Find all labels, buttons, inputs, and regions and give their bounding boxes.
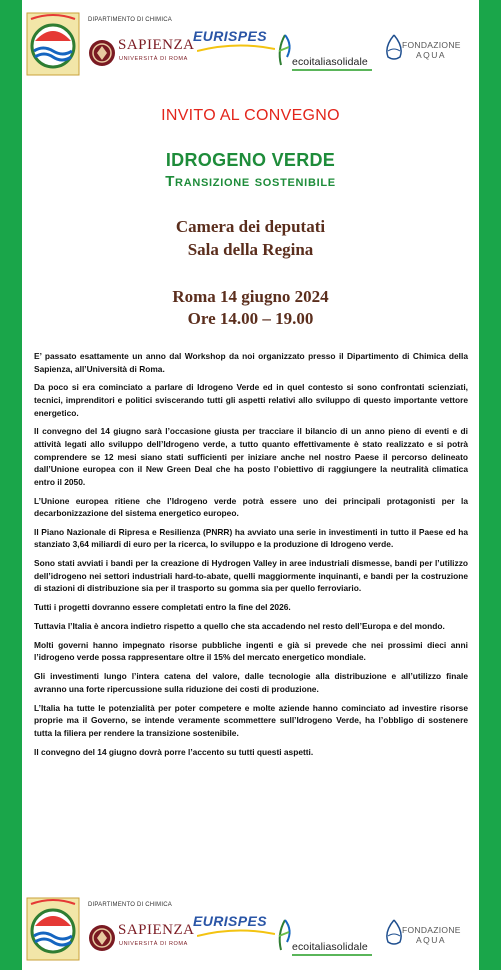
paragraph: Tuttavia l’Italia è ancora indietro rispetto a quello che sta accadendo nel resto dell’Europa e del mondo. [34,621,445,631]
paragraph: Il convegno del 14 giugno sarà l’occasione giusta per tracciare il bilancio di un anno pieno di eventi e di attività legati allo sviluppo dell’Idrogeno verde, a tutto quanto effettivamente è stato realizzato e si potrà comprendere se 12 mesi siano stati sufficienti per iniziare anche nel nostro Paese il percorso delineato dall’Unione europea con il New Green Deal che ha posto l’obiettivo di raggiungere la neutralità climatica entro il 2050. [34,426,468,487]
event-title: IDROGENO VERDE [165,150,336,170]
event-subtitle: Transizione sostenibile [165,173,336,190]
ecoitalia-logo: ecoitaliasolidale [292,941,368,953]
aqua-label: AQUA [416,50,447,60]
eurispes-swoosh-icon [197,43,275,53]
logo-bar-top [22,9,479,83]
sapienza-seal-icon [88,922,116,954]
body-text [34,350,468,764]
sapienza-logo-text: SAPIENZA [118,922,195,938]
sapienza-seal-icon [88,37,116,69]
aqua-label: AQUA [416,935,447,945]
eurispes-logo: EURISPES [193,28,267,44]
department-label: DIPARTIMENTO DI CHIMICA [88,902,172,908]
venue-line-1: Camera dei deputati [175,217,326,236]
sapienza-logo-text: SAPIENZA [118,37,195,53]
invite-heading: INVITO AL CONVEGNO [161,107,340,124]
paragraph: Gli investimenti lungo l’intera catena del valore, dalle tecnologie alla distribuzione e all’utilizzo finale avranno una forte ripercussione sulla riduzione dei costi di produzione. [34,671,468,694]
department-label: DIPARTIMENTO DI CHIMICA [88,17,172,23]
venue-line-2: Sala della Regina [187,240,314,259]
fondazione-label: FONDAZIONE [402,925,461,935]
event-time: Ore 14.00 – 19.00 [187,309,314,328]
association-seal-logo [25,11,81,77]
eurispes-swoosh-icon [197,928,275,938]
paragraph: Il convegno del 14 giugno dovrà porre l’accento su tutti questi aspetti. [34,746,314,757]
paragraph: L’Unione europea ritiene che l’Idrogeno verde potrà essere uno dei principali protagonisti per la decarbonizzazione del sistema energetico europeo. [34,495,468,519]
paragraph: Sono stati avviati i bandi per la creazione di Hydrogen Valley in aree industriali dismesse, bandi per l’utilizzo dell’idrogeno nei settori industriali hard-to-abate, quelli maggiormente inquinanti, e bandi per la costruzione di stazioni di distribuzione sia per il trasporto su gomma sia per quello ferroviario. [34,558,468,594]
ecoitalia-logo: ecoitaliasolidale [292,56,368,68]
university-label: UNIVERSITÀ DI ROMA [119,941,188,947]
event-date: Roma 14 giugno 2024 [172,287,329,306]
ecoitalia-underline [292,954,372,956]
logo-bar-bottom [22,894,479,968]
paragraph: Molti governi hanno impegnato risorse pubbliche ingenti e già si prevede che nei prossimi dieci anni l’idrogeno verde possa rappresentare oltre il 15% del mercato energetico mondiale. [34,639,468,663]
fondazione-label: FONDAZIONE [402,40,461,50]
association-seal-logo [25,896,81,962]
paragraph: L’Italia ha tutte le potenzialità per poter competere e molte aziende hanno cominciato ad investire risorse proprie ma il Governo, se intende veramente scommettere sull’Idrogeno Verde, ha l’obbligo di sostenere tutta la filiera per rendere la transizione sostenibile. [34,702,468,738]
ecoitalia-underline [292,69,372,71]
university-label: UNIVERSITÀ DI ROMA [119,56,188,62]
paragraph: Il Piano Nazionale di Ripresa e Resilienza (PNRR) ha avviato una serie in investimenti in tutto il Paese ed ha stanziato 3,64 miliardi di euro per la ricerca, lo sviluppo e la produzione di Idrogeno verde. [34,526,468,550]
paragraph: E’ passato esattamente un anno dal Workshop da noi organizzato presso il Dipartimento di Chimica della Sapienza, all’Università di Roma. [34,351,468,374]
eurispes-logo: EURISPES [193,913,267,929]
paragraph: Da poco si era cominciato a parlare di Idrogeno Verde ed in quel contesto si sono confrontati scienziati, tecnici, imprenditori e politici sviscerando tutti gli aspetti relativi allo sviluppo di questo importante vettore energetico. [34,382,468,418]
paragraph: Tutti i progetti dovranno essere completati entro la fine del 2026. [34,602,291,613]
